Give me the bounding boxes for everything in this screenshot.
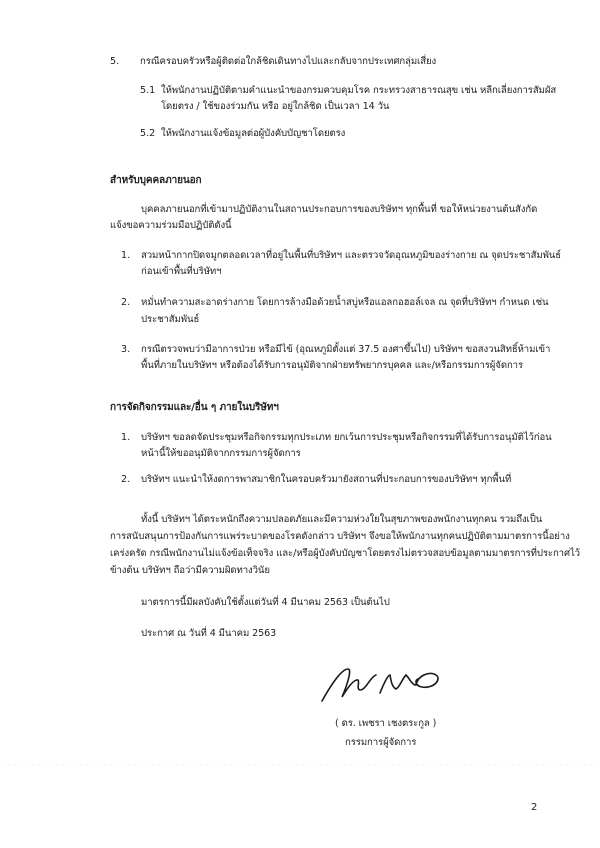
activities-item-number: 2. (121, 474, 131, 485)
outsiders-intro-line2: แจ้งขอความร่วมมือปฏิบัติดังนี้ (110, 220, 232, 231)
outsiders-item-line1: สวมหน้ากากปิดจมูกตลอดเวลาที่อยู่ในพื้นที่บริษัทฯ และตรวจวัดอุณหภูมิของร่างกาย ณ จุดประชาสัมพันธ์ (141, 250, 562, 261)
outsiders-item-number: 2. (121, 297, 131, 308)
outsiders-item-number: 3. (121, 344, 131, 355)
outsiders-item-number: 1. (121, 250, 131, 261)
activities-item-number: 1. (121, 432, 131, 443)
outsiders-item-line2: ก่อนเข้าพื้นที่บริษัทฯ (141, 266, 222, 277)
divider (0, 764, 600, 766)
announcement-date: ประกาศ ณ วันที่ 4 มีนาคม 2563 (141, 628, 277, 639)
closing-line1: ทั้งนี้ บริษัทฯ ได้ตระหนักถึงความปลอดภัยและมีความห่วงใยในสุขภาพของพนักงานทุกคน รวมถึงเป็น (141, 514, 543, 525)
section5-2-number: 5.2 (140, 128, 156, 139)
outsiders-item-line2: พื้นที่ภายในบริษัทฯ หรือต้องได้รับการอนุมัติจากฝ่ายทรัพยากรบุคคล และ/หรือกรรมการผู้จัดการ (141, 360, 524, 371)
outsiders-item-line2: ประชาสัมพันธ์ (141, 314, 200, 325)
section5-number: 5. (110, 56, 120, 67)
handwritten-signature (318, 663, 448, 705)
section5-1-line1: ให้พนักงานปฏิบัติตามคำแนะนำของกรมควบคุมโรค กระทรวงสาธารณสุข เช่น หลีกเลี่ยงการสัมผัส (161, 85, 557, 96)
section5-heading: กรณีครอบครัวหรือผู้ติดต่อใกล้ชิดเดินทางไปและกลับจากประเทศกลุ่มเสี่ยง (140, 56, 437, 67)
closing-line3: เคร่งครัด กรณีพนักงานไม่แจ้งข้อเท็จจริง และ/หรือผู้บังคับบัญชาโดยตรงไม่ตรวจสอบข้อมูลตามมาตรการที่ประกาศไว้ (110, 548, 580, 559)
effective-date: มาตรการนี้มีผลบังคับใช้ตั้งแต่วันที่ 4 มีนาคม 2563 เป็นต้นไป (141, 597, 390, 608)
outsiders-intro-line1: บุคคลภายนอกที่เข้ามาปฏิบัติงานในสถานประกอบการของบริษัทฯ ทุกพื้นที่ ขอให้หน่วยงานต้นสังกัด (141, 204, 538, 215)
activities-item-line1: บริษัทฯ ขอลดจัดประชุมหรือกิจกรรมทุกประเภท ยกเว้นการประชุมหรือกิจกรรมที่ได้รับการอนุมัติไว้ก่อน (141, 432, 552, 443)
outsiders-item-line1: กรณีตรวจพบว่ามีอาการป่วย หรือมีไข้ (อุณหภูมิตั้งแต่ 37.5 องศาขึ้นไป) บริษัทฯ ขอสงวนสิทธิ์ห้ามเข้า (141, 344, 551, 355)
activities-item-line2: หน้านี้ให้ขออนุมัติจากกรรมการผู้จัดการ (141, 448, 301, 459)
outsiders-heading: สำหรับบุคคลภายนอก (110, 175, 202, 186)
closing-line4: ข้างต้น บริษัทฯ ถือว่ามีความผิดทางวินัย (110, 565, 270, 576)
activities-item-line1: บริษัทฯ แนะนำให้งดการพาสมาชิกในครอบครัวมายังสถานที่ประกอบการของบริษัทฯ ทุกพื้นที่ (141, 474, 512, 485)
section5-2-text: ให้พนักงานแจ้งข้อมูลต่อผู้บังคับบัญชาโดยตรง (161, 128, 346, 139)
section5-1-line2: โดยตรง / ใช้ของร่วมกัน หรือ อยู่ใกล้ชิด เป็นเวลา 14 วัน (161, 101, 390, 112)
signatory-title: กรรมการผู้จัดการ (345, 737, 417, 748)
signatory-name: ( ดร. เพชรา เชงตระกูล ) (335, 718, 437, 729)
section5-1-number: 5.1 (140, 85, 156, 96)
page-number: 2 (531, 802, 538, 813)
closing-line2: การสนับสนุนการป้องกันการแพร่ระบาดของโรคดังกล่าว บริษัทฯ จึงขอให้พนักงานทุกคนปฏิบัติตามมาตรการนี้อย่าง (110, 531, 570, 542)
outsiders-item-line1: หมั่นทำความสะอาดร่างกาย โดยการล้างมือด้วยน้ำสบู่หรือแอลกอฮอล์เจล ณ จุดที่บริษัทฯ กำหนด เช่น (141, 297, 549, 308)
activities-heading: การจัดกิจกรรมและ/อื่น ๆ ภายในบริษัทฯ (110, 402, 279, 413)
